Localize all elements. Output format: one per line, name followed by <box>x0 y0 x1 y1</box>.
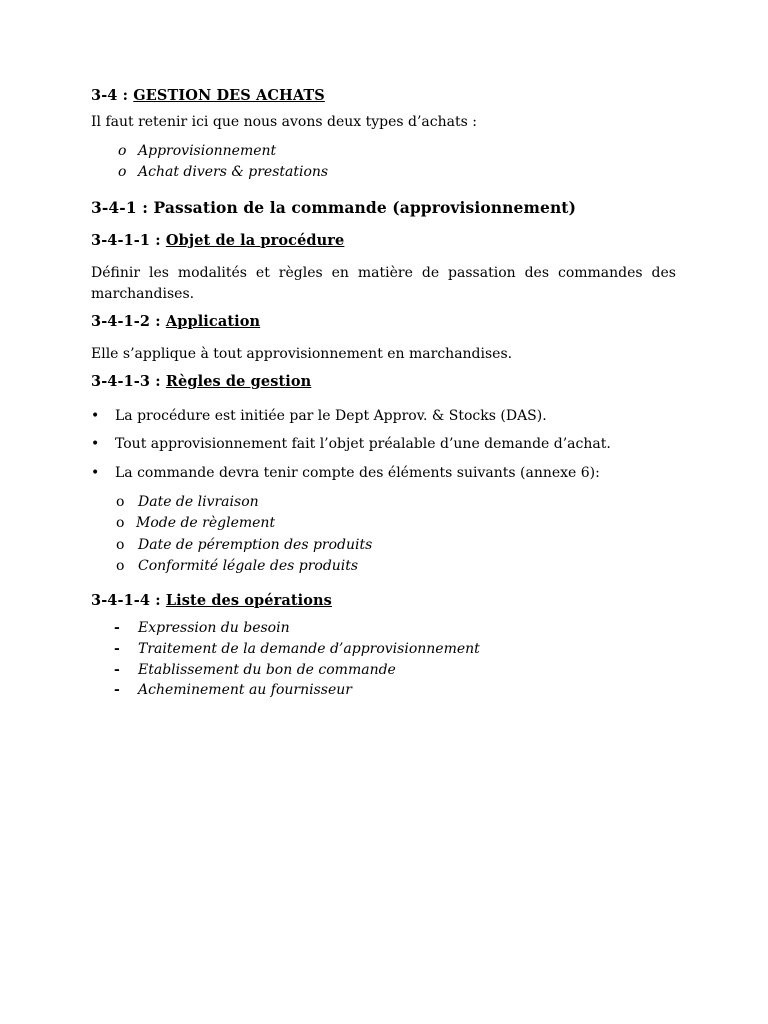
subsection-heading <box>91 232 344 249</box>
list-item-text: Traitement de la demande d’approvisionnement <box>138 641 480 657</box>
bullet-marker: • <box>91 465 100 481</box>
subsection-title: Liste des opérations <box>165 592 332 609</box>
paragraph: Elle s’applique à tout approvisionnement en marchandises. <box>91 346 513 362</box>
list-item-text: Conformité légale des produits <box>138 558 359 574</box>
subsection-number: 3-4-1-3 : <box>91 373 161 390</box>
dash-marker: - <box>114 641 120 657</box>
paragraph: Définir les modalités et règles en matière de passation des commandes des marchandises. <box>91 265 676 302</box>
subsection-title: Objet de la procédure <box>165 232 345 249</box>
subsection-number: 3-4-1-1 : <box>91 232 161 249</box>
subsection-heading <box>91 373 311 390</box>
subsection-title: Règles de gestion <box>165 373 312 390</box>
list-marker: o <box>118 143 127 159</box>
list-marker: o <box>116 515 125 531</box>
list-item-text: La commande devra tenir compte des éléments suivants (annexe 6): <box>115 465 600 481</box>
section-title: GESTION DES ACHATS <box>133 87 325 104</box>
list-item-text: La procédure est initiée par le Dept Approv. & Stocks (DAS). <box>115 408 547 424</box>
subsection-number: 3-4-1-2 : <box>91 313 161 330</box>
list-item-text: Date de livraison <box>138 494 259 510</box>
list-item-text: Acheminement au fournisseur <box>138 682 352 698</box>
list-marker: o <box>116 537 125 553</box>
list-marker: o <box>118 164 127 180</box>
subsection-heading <box>91 313 260 330</box>
list-marker: o <box>116 558 125 574</box>
dash-marker: - <box>114 620 120 636</box>
bullet-marker: • <box>91 436 100 452</box>
subsection-number: 3-4-1-4 : <box>91 592 161 609</box>
list-item-text: Achat divers & prestations <box>138 164 329 180</box>
list-item-text: Tout approvisionnement fait l’objet préalable d’une demande d’achat. <box>115 436 611 452</box>
dash-marker: - <box>114 662 120 678</box>
list-item-text: Date de péremption des produits <box>138 537 373 553</box>
subsection-title: Application <box>165 313 261 330</box>
list-item-text: Etablissement du bon de commande <box>138 662 396 678</box>
list-item-text: Expression du besoin <box>138 620 290 636</box>
section-number: 3-4 : <box>91 87 129 104</box>
section-heading <box>91 87 325 104</box>
bullet-marker: • <box>91 408 100 424</box>
list-item-text: Approvisionnement <box>138 143 277 159</box>
intro-text: Il faut retenir ici que nous avons deux types d’achats : <box>91 114 477 130</box>
subsection-heading <box>91 592 332 609</box>
list-item-text: Mode de règlement <box>136 515 276 531</box>
subsection-heading: 3-4-1 : Passation de la commande (approvisionnement) <box>91 198 577 217</box>
list-marker: o <box>116 494 125 510</box>
dash-marker: - <box>114 682 120 698</box>
